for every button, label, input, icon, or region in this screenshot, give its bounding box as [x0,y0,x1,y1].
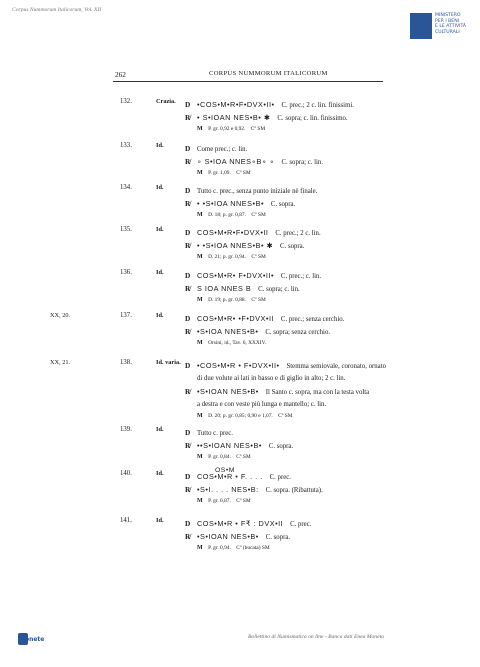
collection-info: Cº SM [250,126,266,132]
coin-description: di due volute ai lati in basso e di giglio in alto; 2 c. lin. [197,375,346,382]
entry-metadata [185,543,400,554]
description-line [185,98,400,111]
coin-description: Stemma semiovale, coronato, ornato [286,363,386,370]
overstrike-mark-140: OS•M [215,467,235,474]
obverse-mark: D [185,144,191,153]
denomination: Id. [156,312,164,319]
weight-info: D. 19; p. gr. 0,88. [208,297,246,303]
collection-info: Cº SM [278,413,293,419]
coin-legend: S IOA NNES B [197,284,252,293]
obverse-mark: D [185,186,191,195]
coin-legend: •COS•M•R•F•DVX•II• [197,100,275,109]
coin-legend: COS•M•R • F₹ : DVX•II [197,519,284,528]
reverse-mark: R̸ [185,113,191,122]
header-rule [113,81,383,82]
entry-description [185,312,400,349]
entry-number: 138. [120,359,132,366]
coin-legend: COS•M•R • F. . . . [197,472,263,481]
entry-number: 134. [120,184,132,191]
entry-number: 135. [120,226,132,233]
collection-info: Cº SM [236,170,251,176]
coin-legend: ∘ S•IOA NNES∘B∘ ∘ [197,157,275,166]
coin-description: C. prec.; 2 c. lin. finissimi. [281,102,354,109]
metal-mark: M [197,498,203,504]
weight-info: P. gr. 0,92 e 0,92. [208,126,246,132]
entry-number: 137. [120,312,132,319]
collection-info: Cº SM [251,297,266,303]
obverse-mark: D [185,100,191,109]
weight-info: D. 21; p. gr. 0,94. [208,254,246,260]
reverse-mark: R̸ [185,157,191,166]
coin-legend: COS•M•R• F•DVX•II• [197,271,275,280]
entry-number: 140. [120,470,132,477]
entry-description [185,517,400,554]
entry-metadata [185,124,400,135]
entry-number: 133. [120,142,132,149]
description-line [185,359,400,372]
plate-reference: XX, 21. [50,359,71,366]
coin-description: C. sopra. [280,243,305,250]
coin-description: C. sopra; c. lin. [258,286,300,293]
coin-description: C. sopra. [268,443,294,450]
coin-legend: •S•IOAN NES•B• [197,387,259,396]
coin-legend: •COS•M•R • F•DVX•II• [197,361,280,370]
entry-metadata [185,411,400,422]
description-line [185,470,400,483]
coin-description: C. sopra; c. lin. [281,159,324,166]
denomination: Crazia. [156,98,176,105]
weight-info: P. gr. 0,84. [208,454,231,460]
reverse-mark: R̸ [185,327,191,336]
entry-number: 132. [120,98,132,105]
coin-description: C. sopra; c. lin. finissimo. [277,115,348,122]
coin-description: Tutto c. prec. [197,430,233,437]
plate-reference: XX, 20. [50,312,71,319]
denomination: Id. [156,517,164,524]
description-line [185,325,400,338]
entry-description [185,359,400,422]
coin-description: Tutto c. prec., senza punto iniziale nè finale. [197,188,318,195]
entry-description [185,426,400,463]
coin-legend: •S•I. . . . NES•B: [197,485,259,494]
reverse-mark: R̸ [185,241,191,250]
coin-description: C. prec. [290,521,312,528]
entry-number: 139. [120,426,132,433]
coin-legend: COS•M•R•F•DVX•II [197,228,269,237]
coin-legend: • S•IOAN NES•B• ✱ [197,113,271,122]
denomination: Id. [156,426,164,433]
collection-info: Cº SM [236,498,251,504]
description-line [185,282,400,295]
coin-description: C. prec. [269,474,291,481]
collection-info: Cº SM [236,454,251,460]
coin-description: C. sopra; senza cerchio. [265,329,331,336]
description-line [185,439,400,452]
coin-legend: • •S•IOA NNES•B• [197,199,265,208]
description-line [185,142,400,155]
metal-mark: M [197,212,203,218]
description-line [185,385,400,398]
weight-info: P. gr. 0,94. [208,545,231,551]
collection-info: Cº SM [251,212,266,218]
entry-metadata [185,496,400,507]
entry-metadata [185,452,400,463]
metal-mark: M [197,254,203,260]
footer-logo-text: Monete [19,636,45,643]
description-line [185,226,400,239]
entry-description [185,98,400,135]
entry-metadata [185,252,400,263]
entry-description [185,269,400,306]
entry-description [185,184,400,221]
weight-info: P. gr. 0,87. [208,498,231,504]
obverse-mark: D [185,519,191,528]
footer-logo [18,633,46,647]
obverse-mark: D [185,361,191,370]
description-line [185,269,400,282]
denomination: Id. [156,470,164,477]
running-title: CORPUS NUMMORUM ITALICORUM [209,70,328,77]
reverse-mark: R̸ [185,284,191,293]
coin-legend: COS•M•R• •F•DVX•II [197,314,275,323]
coin-description: C. prec.; senza cerchio. [280,316,345,323]
entry-description [185,142,400,179]
description-line [185,398,400,411]
obverse-mark: D [185,314,191,323]
denomination: Id. [156,269,164,276]
series-title: Corpus Nummorum Italicorum, Vol. XII [12,7,102,13]
description-line [185,372,400,385]
entry-number: 136. [120,269,132,276]
obverse-mark: D [185,472,191,481]
denomination: Id. [156,226,164,233]
metal-mark: M [197,413,203,419]
weight-info: Orsini, id., Tav. 6, XXXIV. [208,340,267,346]
collection-info: Cº (bucata) SM [236,545,270,551]
reverse-mark: R̸ [185,387,191,396]
coin-description: C. sopra. (Ribattuta). [265,487,323,494]
metal-mark: M [197,126,203,132]
coin-legend: • •S•IOA NNES•B• ✱ [197,241,274,250]
description-line [185,111,400,124]
metal-mark: M [197,340,203,346]
ministry-logo-text: MINISTERO PER I BENI E LE ATTIVITÀ CULTURALI [435,13,467,35]
metal-mark: M [197,545,203,551]
description-line [185,312,400,325]
obverse-mark: D [185,228,191,237]
description-line [185,239,400,252]
coin-legend: •S•IOA NNES•B• [197,327,259,336]
coin-description: C. sopra. [265,534,291,541]
entry-metadata [185,210,400,221]
metal-mark: M [197,454,203,460]
entry-description [185,226,400,263]
coin-description: Come prec.; c. lin. [197,146,248,153]
reverse-mark: R̸ [185,441,191,450]
description-line [185,155,400,168]
weight-info: P. gr. 1,09. [208,170,231,176]
denomination: Id. varia. [156,359,181,366]
weight-info: D. 20; p. gr. 0,85; 0,90 e 1,07. [208,413,273,419]
entry-description [185,470,400,507]
obverse-mark: D [185,428,191,437]
entry-metadata [185,295,400,306]
obverse-mark: D [185,271,191,280]
description-line [185,517,400,530]
coin-description: Il Santo c. sopra, ma con la testa volta [265,389,370,396]
description-line [185,197,400,210]
metal-mark: M [197,170,203,176]
ministry-logo [410,13,474,43]
reverse-mark: R̸ [185,199,191,208]
coin-description: a destra e con veste più lunga e mantello; c. lin. [197,401,327,408]
reverse-mark: R̸ [185,485,191,494]
coin-legend: •S•IOAN NES•B• [197,532,259,541]
description-line [185,530,400,543]
entry-metadata [185,338,400,349]
coin-legend: ••S•IOAN NES•B• [197,441,262,450]
description-line [185,426,400,439]
denomination: Id. [156,184,164,191]
ministry-emblem-icon [410,13,432,39]
description-line [185,184,400,197]
metal-mark: M [197,297,203,303]
coin-description: C. prec.; 2 c. lin. [275,230,321,237]
entry-number: 141. [120,517,132,524]
page-number: 262 [115,70,126,79]
entry-metadata [185,168,400,179]
description-line [185,483,400,496]
weight-info: D. 18; p. gr. 0,87. [208,212,246,218]
footer-credit: Bollettino di Numismatica on line - Banca dati Enea Moneta [248,634,384,640]
coin-description: C. prec.; c. lin. [280,273,322,280]
collection-info: Cº SM [251,254,266,260]
coin-description: C. sopra. [270,201,296,208]
denomination: Id. [156,142,164,149]
reverse-mark: R̸ [185,532,191,541]
